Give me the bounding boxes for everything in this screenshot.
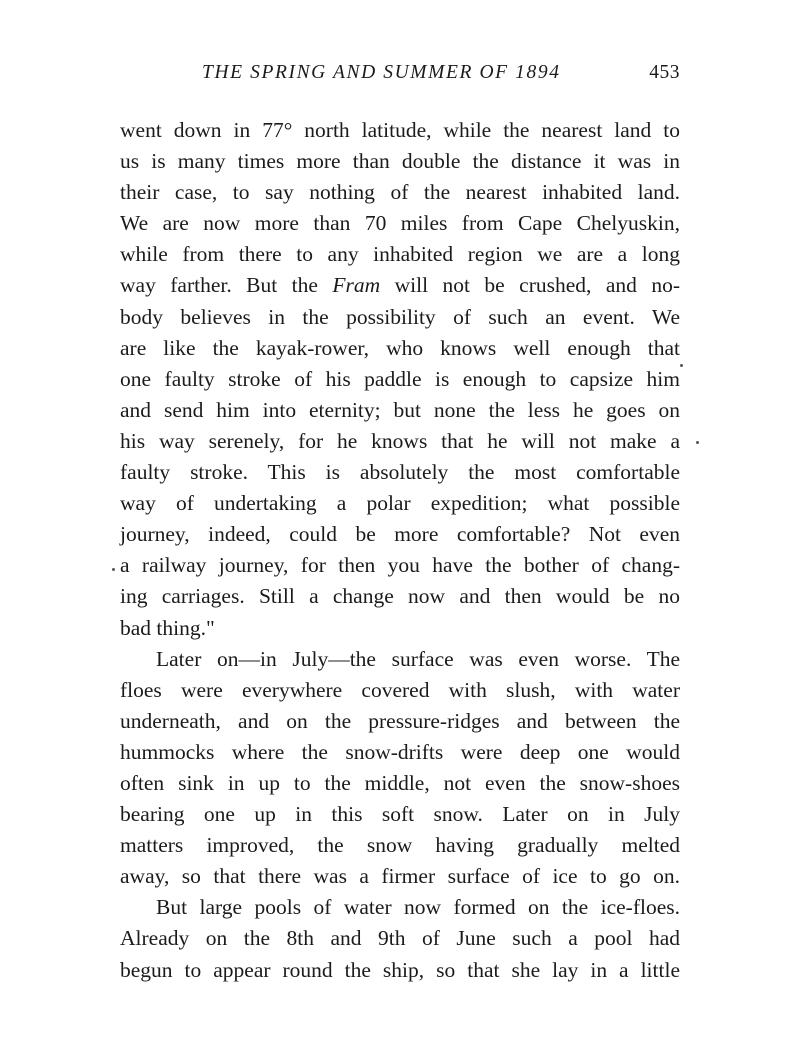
text-line: We are now more than 70 miles from Cape Chelyuskin,	[120, 211, 680, 236]
text-line: way of undertaking a polar expedition; what possible	[120, 491, 680, 516]
text-fragment: will not be crushed, and no-	[380, 273, 680, 298]
text-line: underneath, and on the pressure-ridges and between the	[120, 708, 680, 733]
text-line: and send him into eternity; but none the less he goes on	[120, 397, 680, 422]
paper-speck	[680, 364, 683, 367]
running-head	[120, 62, 680, 90]
text-line-paragraph-end: bad thing."	[120, 615, 215, 640]
text-line: faulty stroke. This is absolutely the most comfortable	[120, 460, 680, 485]
text-line: ing carriages. Still a change now and then would be no	[120, 584, 680, 609]
text-line: often sink in up to the middle, not even the snow-shoes	[120, 770, 680, 795]
paper-speck	[696, 441, 699, 444]
text-line: journey, indeed, could be more comfortable? Not even	[120, 522, 680, 547]
text-line: their case, to say nothing of the nearest inhabited land.	[120, 180, 680, 205]
text-fragment: way farther. But the	[120, 273, 333, 298]
text-line: matters improved, the snow having gradually melted	[120, 833, 680, 858]
text-line-paragraph-start: But large pools of water now formed on the ice-floes.	[156, 895, 680, 920]
text-line: went down in 77° north latitude, while the nearest land to	[120, 118, 680, 142]
text-line: begun to appear round the ship, so that she lay in a little	[120, 957, 680, 982]
text-line: hummocks where the snow-drifts were deep one would	[120, 739, 680, 764]
text-line: his way serenely, for he knows that he will not make a	[120, 428, 680, 453]
text-line-paragraph-start: Later on—in July—the surface was even worse. The	[156, 646, 680, 671]
text-line: floes were everywhere covered with slush, with water	[120, 677, 680, 702]
text-line: bearing one up in this soft snow. Later on in July	[120, 802, 680, 827]
text-line: one faulty stroke of his paddle is enough to capsize him	[120, 366, 680, 391]
page-number: 453	[649, 62, 680, 83]
text-line: are like the kayak-rower, who knows well enough that	[120, 335, 680, 360]
text-line: Already on the 8th and 9th of June such a pool had	[120, 926, 680, 951]
text-line: away, so that there was a firmer surface of ice to go on.	[120, 864, 680, 889]
paper-speck	[112, 568, 115, 571]
text-line: while from there to any inhabited region we are a long	[120, 242, 680, 267]
text-line: body believes in the possibility of such an event. We	[120, 304, 680, 329]
body-text	[120, 115, 680, 986]
ship-name: Fram	[332, 273, 381, 298]
text-line-with-ship-name	[120, 270, 680, 301]
text-line: a railway journey, for then you have the bother of chang-	[120, 553, 680, 578]
text-line: us is many times more than double the distance it was in	[120, 149, 680, 174]
running-title: THE SPRING AND SUMMER OF 1894	[202, 62, 561, 83]
